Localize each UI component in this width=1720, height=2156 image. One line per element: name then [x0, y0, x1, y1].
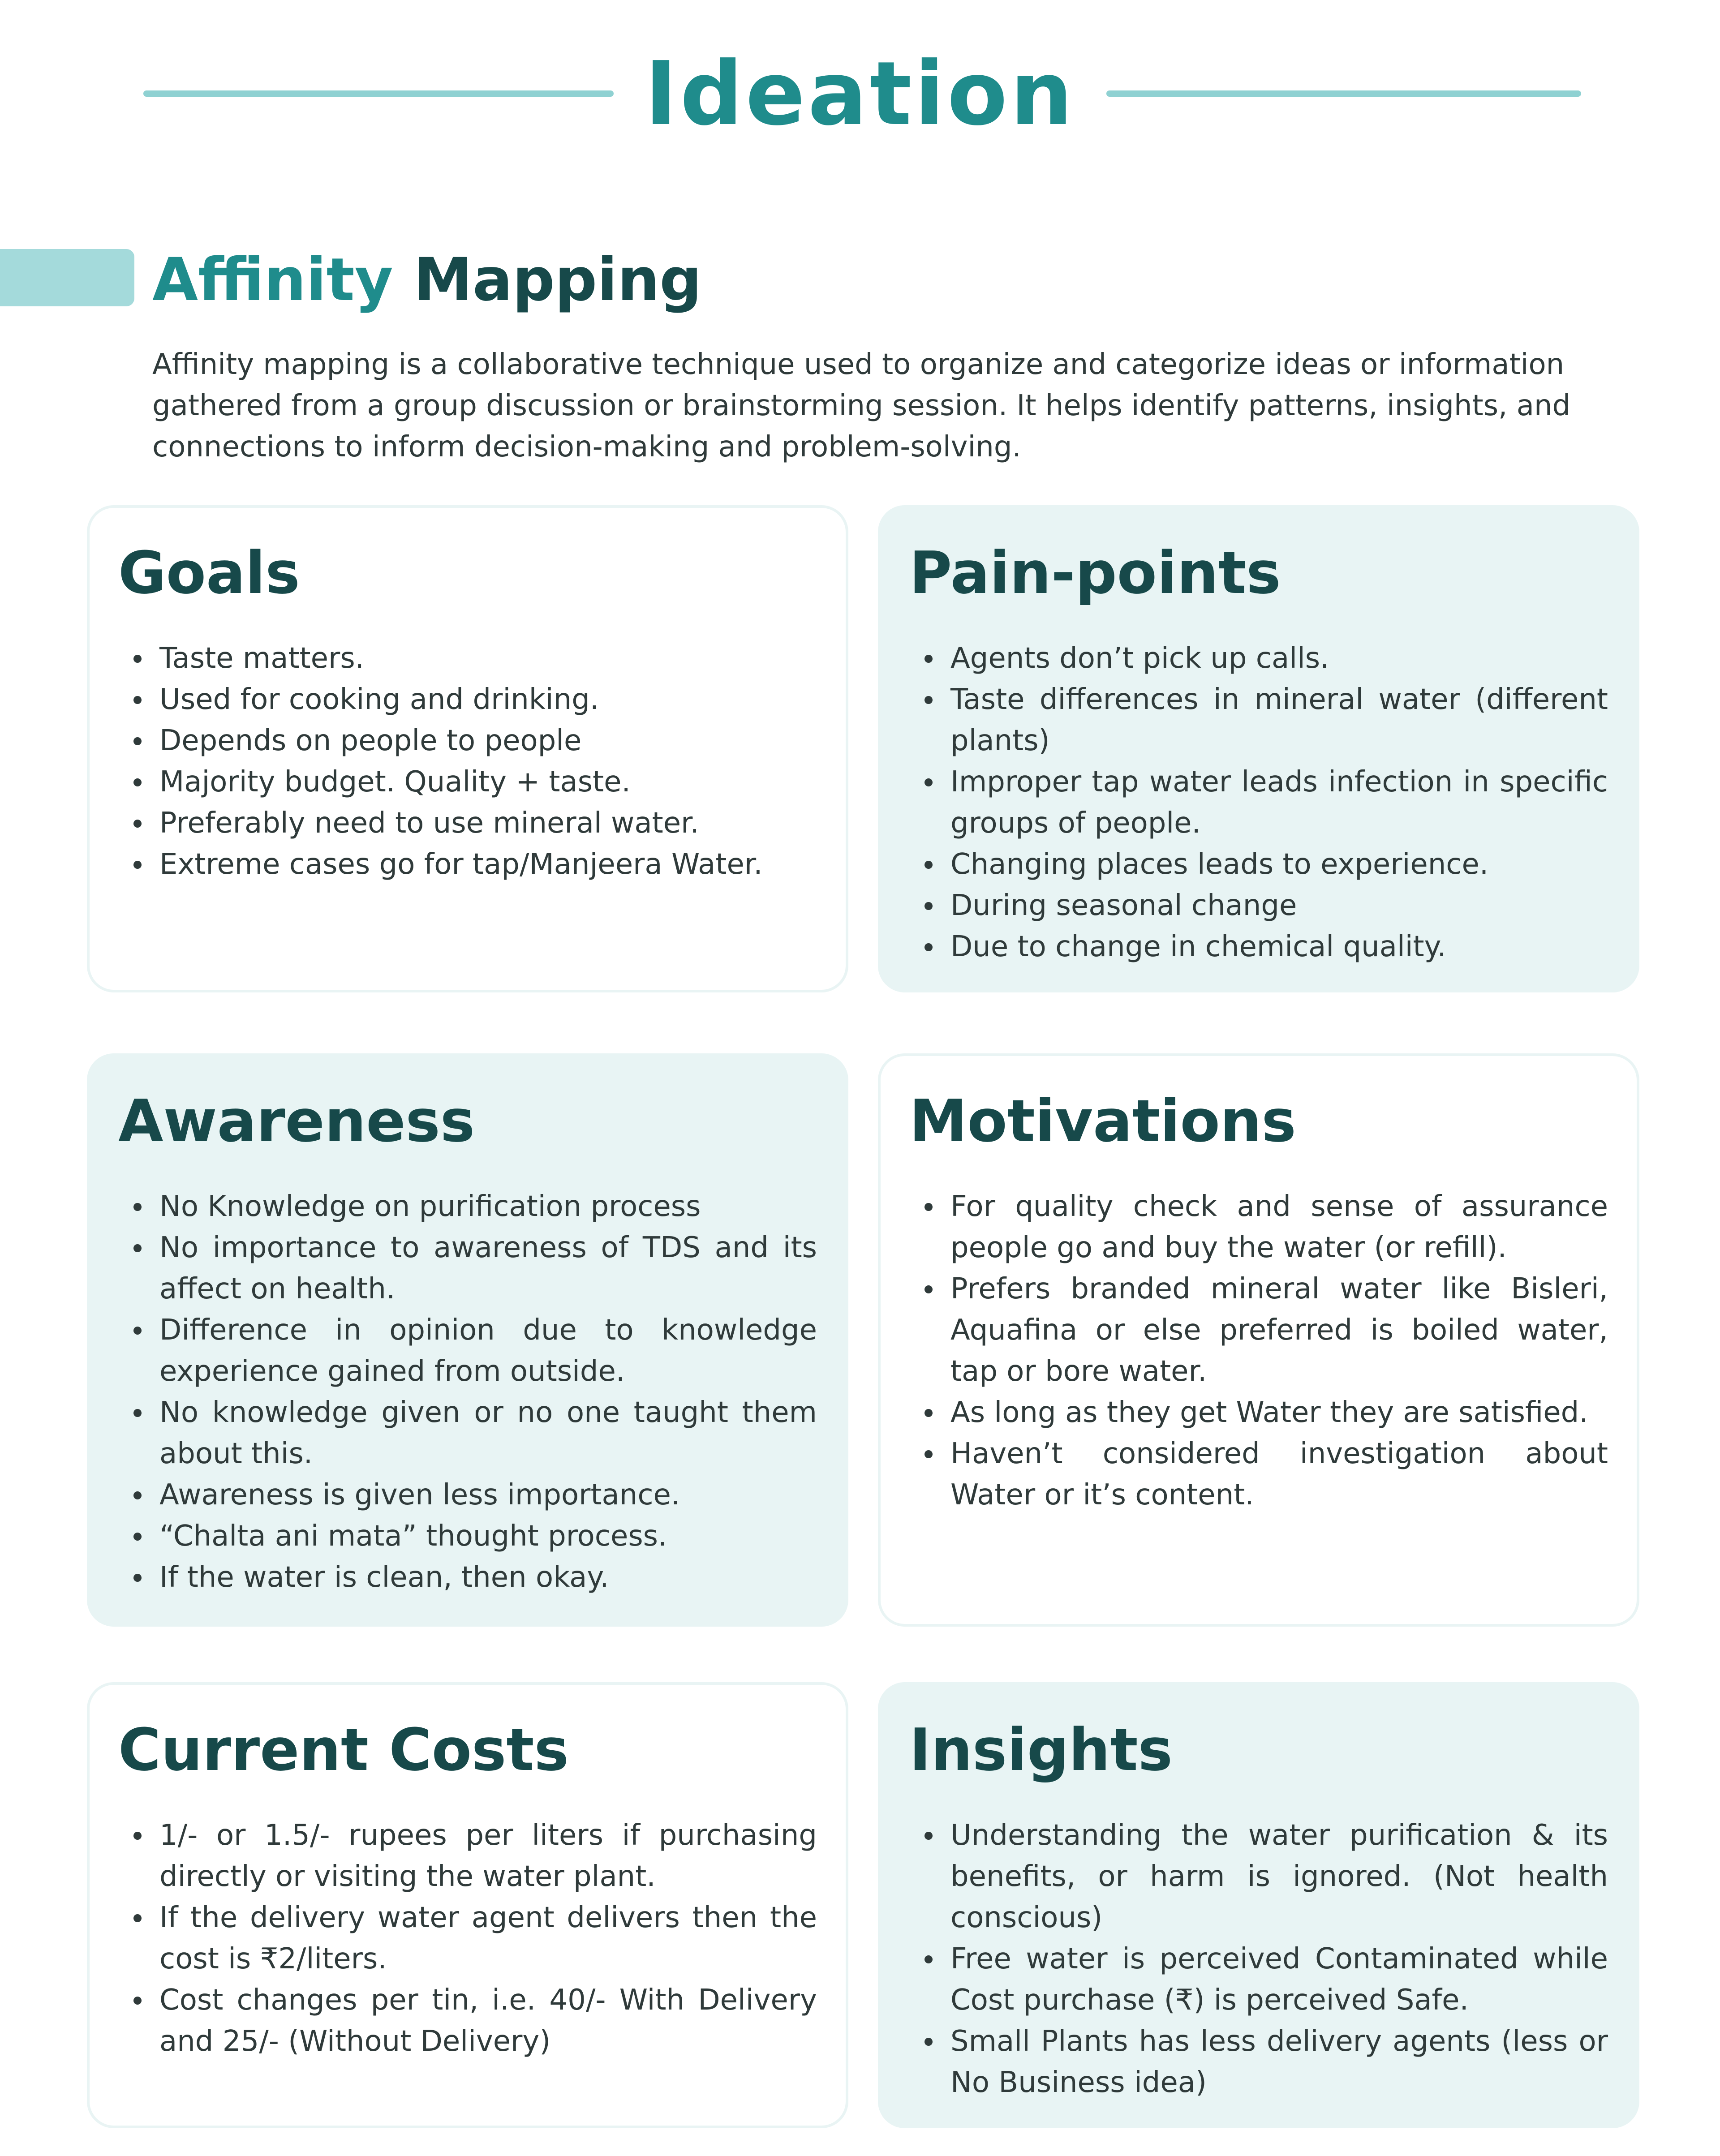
card-list: [118, 1815, 817, 2062]
card-title: Pain-points: [909, 539, 1281, 607]
list-item: Awareness is given less importance.: [118, 1474, 817, 1516]
list-item: Depends on people to people: [118, 720, 817, 761]
list-item: If the delivery water agent delivers then the cost is ₹2/liters.: [118, 1897, 817, 1980]
list-item: No Knowledge on purification process: [118, 1186, 817, 1227]
card-title: Insights: [909, 1716, 1173, 1784]
card-list: [909, 1815, 1608, 2103]
title-divider-right: [1106, 90, 1581, 97]
card-current-costs: [87, 1682, 848, 2128]
list-item: Taste matters.: [118, 638, 817, 679]
list-item: Majority budget. Quality + taste.: [118, 761, 817, 803]
card-list: [909, 1186, 1608, 1516]
list-item: Extreme cases go for tap/Manjeera Water.: [118, 844, 817, 885]
card-list: [118, 638, 817, 885]
card-insights: [878, 1682, 1639, 2128]
section-heading: [152, 242, 702, 318]
page-title: Ideation: [645, 43, 1075, 145]
list-item: Free water is perceived Contaminated while Cost purchase (₹) is perceived Safe.: [909, 1938, 1608, 2021]
card-motivations: [878, 1053, 1639, 1627]
list-item: Used for cooking and drinking.: [118, 679, 817, 720]
section-heading-accent: Affinity: [152, 245, 393, 314]
card-awareness: [87, 1053, 848, 1627]
card-pain-points: [878, 505, 1639, 992]
card-title: Motivations: [909, 1087, 1296, 1155]
card-title: Current Costs: [118, 1716, 569, 1784]
list-item: Small Plants has less delivery agents (less or No Business idea): [909, 2021, 1608, 2103]
card-title: Goals: [118, 539, 300, 607]
list-item: No importance to awareness of TDS and its affect on health.: [118, 1227, 817, 1310]
card-list: [118, 1186, 817, 1598]
list-item: Difference in opinion due to knowledge experience gained from outside.: [118, 1310, 817, 1392]
list-item: Taste differences in mineral water (different plants): [909, 679, 1608, 761]
list-item: Understanding the water purification & its benefits, or harm is ignored. (Not health conscious): [909, 1815, 1608, 1938]
list-item: No knowledge given or no one taught them about this.: [118, 1392, 817, 1474]
list-item: Due to change in chemical quality.: [909, 926, 1608, 967]
section-marker-tab: [0, 249, 134, 306]
card-goals: [87, 505, 848, 992]
page-header: [0, 36, 1720, 152]
card-list: [909, 638, 1608, 967]
list-item: For quality check and sense of assurance people go and buy the water (or refill).: [909, 1186, 1608, 1268]
list-item: “Chalta ani mata” thought process.: [118, 1516, 817, 1557]
section-intro: Affinity mapping is a collaborative technique used to organize and categorize ideas or information gathered from a group discussion or brainstorming session. It helps identify patterns, insights, and connections to inform decision-making and problem-solving.: [152, 348, 1571, 464]
list-item: Changing places leads to experience.: [909, 844, 1608, 885]
list-item: Preferably need to use mineral water.: [118, 803, 817, 844]
list-item: As long as they get Water they are satisfied.: [909, 1392, 1608, 1433]
list-item: Cost changes per tin, i.e. 40/- With Delivery and 25/- (Without Delivery): [118, 1980, 817, 2062]
list-item: During seasonal change: [909, 885, 1608, 926]
list-item: 1/- or 1.5/- rupees per liters if purchasing directly or visiting the water plant.: [118, 1815, 817, 1897]
list-item: Improper tap water leads infection in specific groups of people.: [909, 761, 1608, 844]
card-title: Awareness: [118, 1087, 475, 1155]
list-item: Prefers branded mineral water like Bisleri, Aquafina or else preferred is boiled water, tap or bore water.: [909, 1268, 1608, 1392]
list-item: Haven’t considered investigation about Water or it’s content.: [909, 1433, 1608, 1516]
list-item: If the water is clean, then okay.: [118, 1557, 817, 1598]
list-item: Agents don’t pick up calls.: [909, 638, 1608, 679]
section-heading-rest: Mapping: [413, 245, 702, 314]
